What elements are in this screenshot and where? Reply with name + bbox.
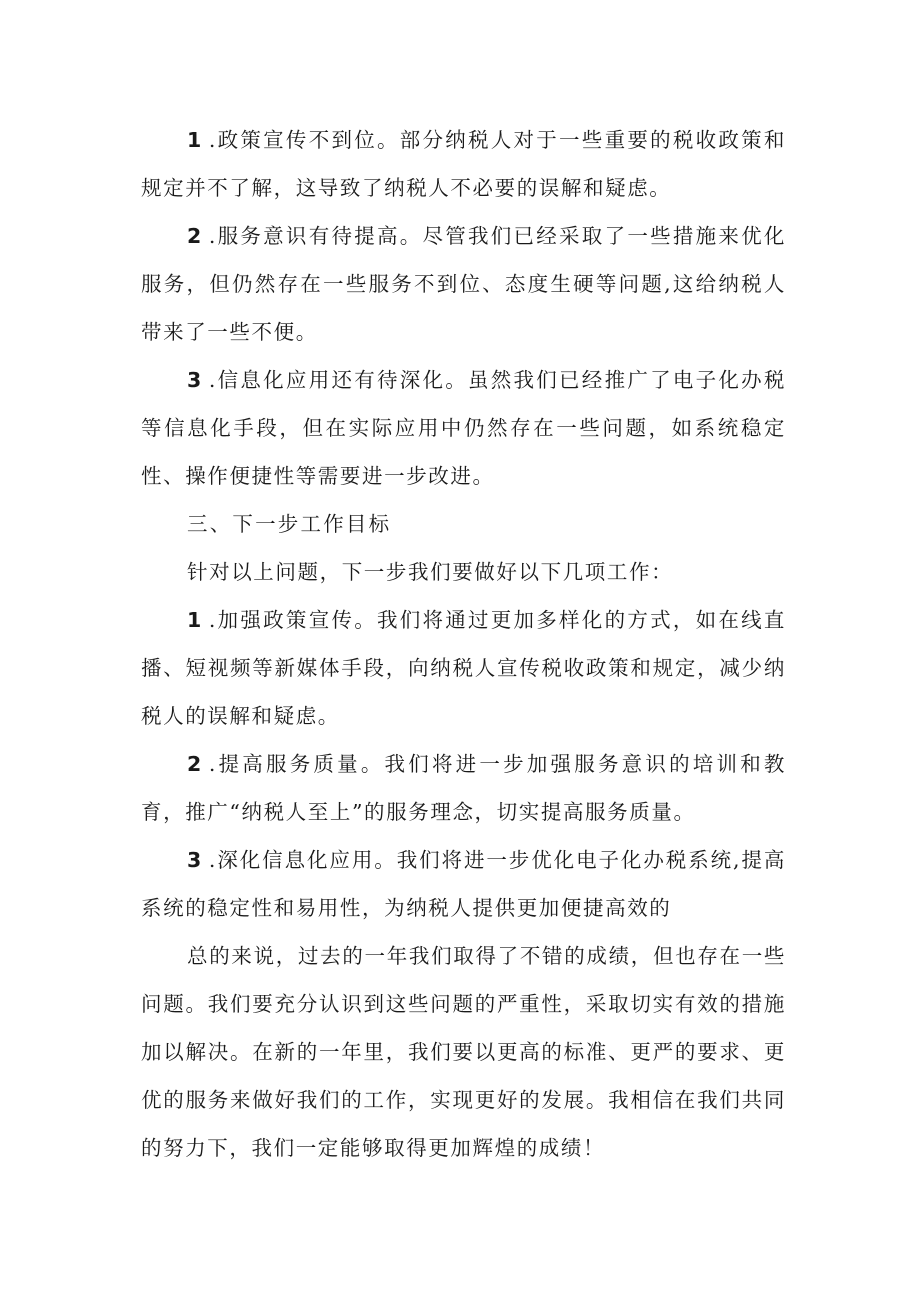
goal-item-2 xyxy=(141,740,786,836)
item-number: 1 xyxy=(187,128,203,152)
item-text: .加强政策宣传。我们将通过更加多样化的方式，如在线直播、短视频等新媒体手段，向纳税人宣传税收政策和规定，减少纳税人的误解和疑虑。 xyxy=(141,608,786,728)
item-number: 3 xyxy=(187,848,203,872)
item-text: .深化信息化应用。我们将进一步优化电子化办税系统,提高系统的稳定性和易用性，为纳税人提供更加便捷高效的 xyxy=(141,848,786,920)
section-heading: 三、下一步工作目标 xyxy=(187,512,392,536)
item-number: 2 xyxy=(187,224,203,248)
goal-item-3 xyxy=(141,836,786,932)
item-text: .提高服务质量。我们将进一步加强服务意识的培训和教育，推广“纳税人至上”的服务理念，切实提高服务质量。 xyxy=(141,752,786,824)
conclusion-paragraph: 总的来说，过去的一年我们取得了不错的成绩，但也存在一些问题。我们要充分认识到这些问题的严重性，采取切实有效的措施加以解决。在新的一年里，我们要以更高的标准、更严的要求、更优的服务来做好我们的工作，实现更好的发展。我相信在我们共同的努力下，我们一定能够取得更加辉煌的成绩！ xyxy=(141,944,786,1160)
item-text: .政策宣传不到位。部分纳税人对于一些重要的税收政策和规定并不了解，这导致了纳税人不必要的误解和疑虑。 xyxy=(141,128,786,200)
intro-paragraph: 针对以上问题，下一步我们要做好以下几项工作： xyxy=(187,560,674,584)
item-number: 2 xyxy=(187,752,203,776)
item-text: .信息化应用还有待深化。虽然我们已经推广了电子化办税等信息化手段，但在实际应用中仍然存在一些问题，如系统稳定性、操作便捷性等需要进一步改进。 xyxy=(141,368,786,488)
item-text: .服务意识有待提高。尽管我们已经采取了一些措施来优化服务，但仍然存在一些服务不到位、态度生硬等问题,这给纳税人带来了一些不便。 xyxy=(141,224,786,344)
problem-item-1 xyxy=(141,116,786,212)
problem-item-3 xyxy=(141,356,786,500)
document-body xyxy=(141,116,786,1172)
goal-item-1 xyxy=(141,596,786,740)
item-number: 1 xyxy=(187,608,203,632)
problem-item-2 xyxy=(141,212,786,356)
item-number: 3 xyxy=(187,368,203,392)
